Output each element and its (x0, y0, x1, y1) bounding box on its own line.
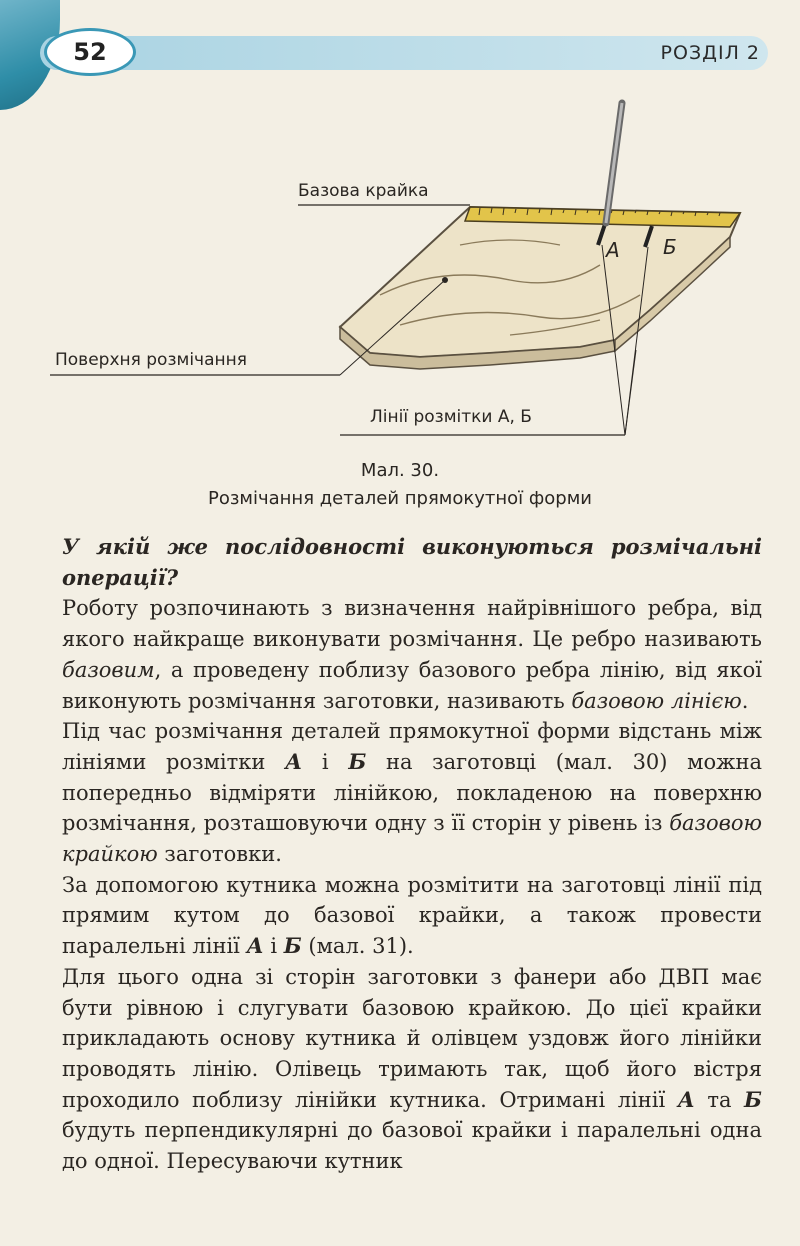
board-illustration (40, 95, 760, 515)
figure-30 (40, 95, 760, 515)
header-band (40, 36, 768, 70)
label-surface: Поверхня розмічання (55, 350, 247, 370)
mark-b: Б (663, 235, 677, 259)
label-lines: Лінії розмітки А, Б (370, 407, 532, 427)
caption-number: Мал. 30. (360, 460, 440, 481)
caption-title: Розмічання деталей прямокутної форми (207, 488, 593, 509)
section-title: РОЗДІЛ 2 (660, 42, 760, 64)
mark-a: А (606, 238, 620, 262)
paragraph-2: Під час розмічання деталей прямокутної форми відстань між лініями розмітки А і Б на заготовці (мал. 30) можна попередньо відміряти лінійкою, покладеною на поверхню розмічання, розташовуючи одну з її сторін у рівень із базовою крайкою заготовки. (62, 719, 762, 867)
paragraph-3: За допомогою кутника можна розмітити на заготовці лінії під прямим кутом до базової крайки, а також провести паралельні лінії А і Б (мал. 31). (62, 872, 762, 959)
lead-question: У якій же послідовності виконуються розмічальні операції? (62, 534, 762, 590)
paragraph-4: Для цього одна зі сторін заготовки з фанери або ДВП має бути рівною і слугувати базовою крайкою. До цієї крайки прикладають основу кутника й олівцем уздовж його лінійки проводять лінію. Олівець тримають так, щоб його вістря проходило поблизу лінійки кутника. Отримані лінії А та Б будуть перпендикулярні до базової крайки і паралельні одна до одної. Пересуваючи кутник (62, 964, 762, 1174)
label-base-edge: Базова крайка (298, 181, 429, 201)
body-text (62, 532, 762, 1177)
page-number: 52 (44, 28, 136, 76)
paragraph-1: Роботу розпочинають з визначення найрівнішого ребра, від якого найкраще виконувати розмічання. Це ребро називають базовим, а проведену поблизу базового ребра лінію, від якої виконують розмічання заготовки, називають базовою лінією. (62, 596, 762, 713)
